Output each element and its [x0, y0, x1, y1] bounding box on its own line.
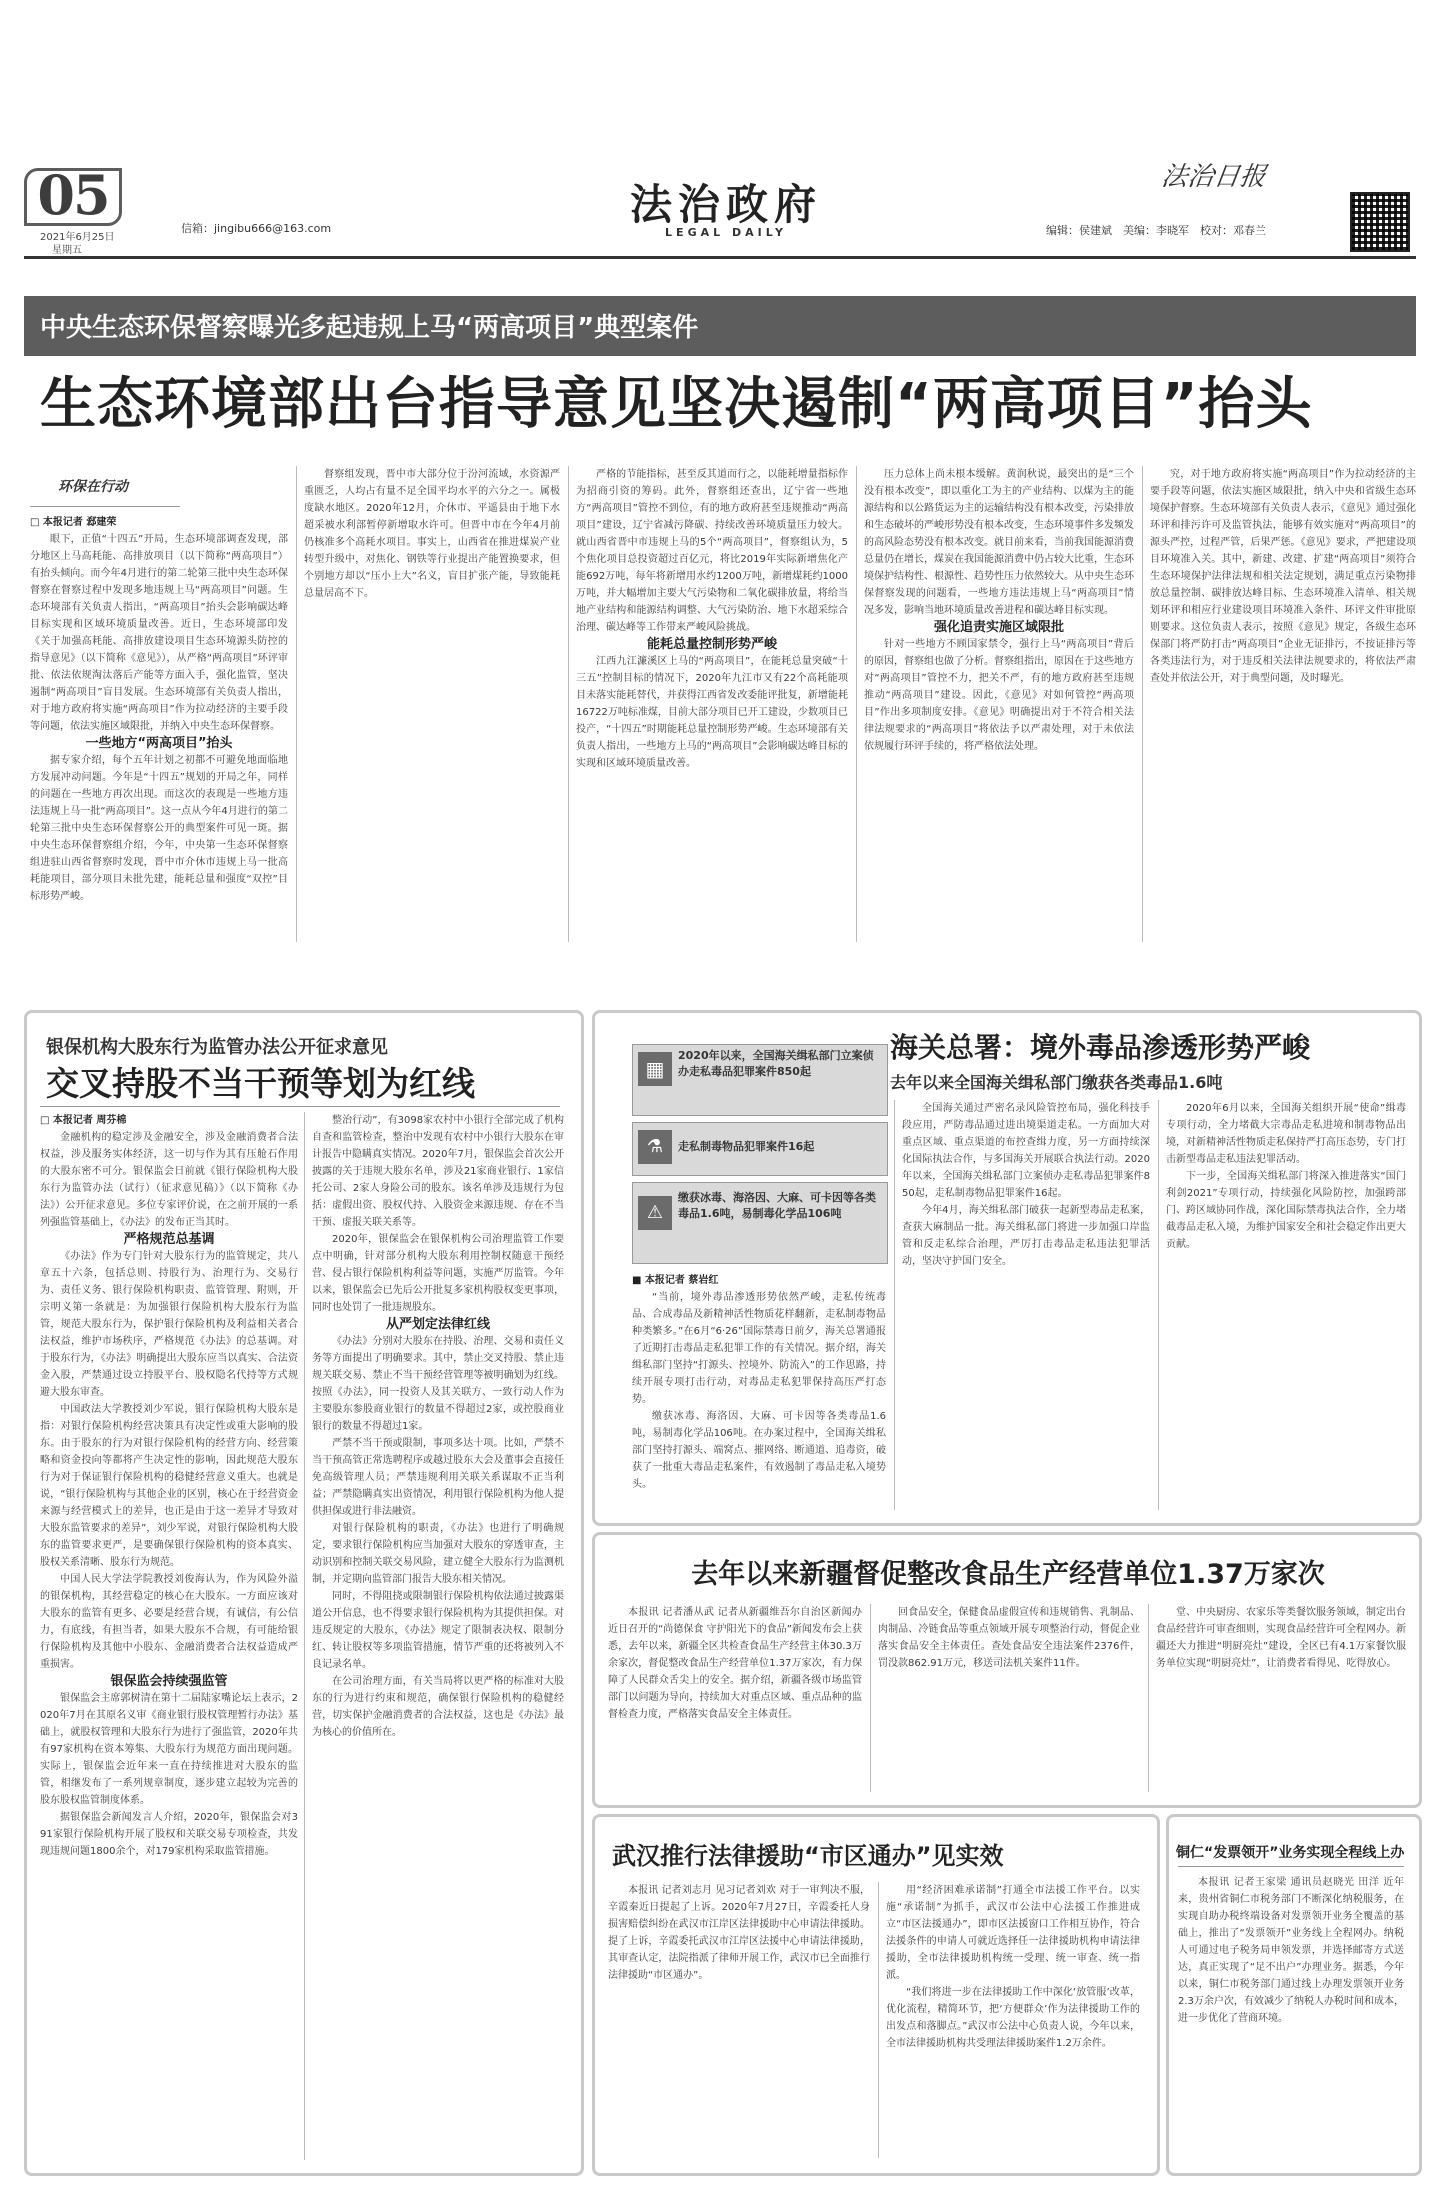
lead-para: 严格的节能指标，甚至反其道而行之，以能耗增量指标作为招商引资的筹码。此外，督察组还查出，辽宁省一些地方“两高项目”管控不到位，有的地方政府甚至违规推动“两高项目”建设，辽宁省减污降碳、持续改善环境质量压力较大。就山西省晋中市违规上马的5个“两高项目”，督察组认为，5个焦化项目总投资超过百亿元，将比2019年实际新增焦化产能692万吨，每年将新增用水约1200万吨，新增煤耗约1000万吨，并大幅增加主要大气污染物和二氧化碳排放量，将给当地产业结构和能源结构调整、大气污染防治、地下水超采综合治理、碳达峰等工作带来严峻风险挑战。 — [576, 469, 848, 633]
bank-para: 《办法》作为专门针对大股东行为的监管规定，共八章五十六条，包括总则、持股行为、治理行为、交易行为、责任义务、银行保险机构职责、监管管理、附则，开宗明义第一条就是：为加强银行保险机构大股东行为监管，规范大股东行为，保护银行保险机构及利益相关者合法权益，维护市场秩序，严格规范《办法》的总基调。对于股东行为，《办法》明确提出大股东应当以真实、合法资金入股，严禁通过设立持股平台、股权隐名代持等方式规避大股东审查。 — [40, 1251, 298, 1398]
bank-para: 据银保监会新闻发言人介绍，2020年，银保监会对391家银行保险机构开展了股权和关联交易专项检查，共发现违规问题1800余个，对179家机构采取监管措施。 — [40, 1812, 298, 1857]
email: 信箱：jingibu666@163.com — [181, 222, 332, 235]
customs-byline: ■ 本报记者 蔡岩红 — [632, 1275, 719, 1286]
issue-date: 2021年6月25日 — [40, 232, 115, 243]
bank-title-small: 银保机构大股东行为监管办法公开征求意见 — [46, 1037, 388, 1058]
tongren-rule — [1178, 1866, 1404, 1867]
lead-subhead-1: 一些地方“两高项目”抬头 — [85, 736, 233, 751]
customs-column-2 — [902, 1100, 1150, 1508]
editors: 编辑：侯建斌 美编：李晓军 校对：邓春兰 — [1046, 224, 1266, 237]
xinjiang-column-2 — [878, 1604, 1140, 1794]
lead-column-1 — [30, 514, 288, 944]
lead-kicker: 中央生态环保督察曝光多起违规上马“两高项目”典型案件 — [40, 313, 699, 343]
brand-logo: 法治日报 — [1159, 162, 1268, 192]
bank-byline: □ 本报记者 周芬棉 — [40, 1115, 127, 1126]
bank-subhead-3: 从严划定法律红线 — [385, 1317, 490, 1332]
stat-2: 走私制毒物品犯罪案件16起 — [678, 1140, 815, 1153]
customs-para: 下一步，全国海关缉私部门将深入推进落实“国门利剑2021”专项行动，持续强化风险防控，加强跨部门、跨区域协同作战，深化国际禁毒执法合作，全力堵截毒品走私入境，为维护国家安全和社会稳定作出更大贡献。 — [1166, 1171, 1406, 1250]
lead-para: 究，对于地方政府将实施“两高项目”作为拉动经济的主要手段等问题，依法实施区域限批，纳入中央和省级生态环境保护督察。生态环境部有关负责人表示，《意见》通过强化环评和排污许可及监管执法，能够有效实施对“两高项目”的源头严控，过程严管，后果严惩。《意见》要求，严把建设项目环境准入关。其中，新建、改建、扩建“两高项目”须符合生态环境保护法律法规和相关法定规划，满足重点污染物排放总量控制、碳排放达峰目标、生态环境准入清单、相关规划环评和相应行业建设项目环境准入条件、环评文件审批原则要求。这位负责人表示，按照《意见》规定，各级生态环保部门将严防打击“两高项目”企业无证排污，不按证排污等各类违法行为，对于违反相关法律法规要求的，将依法严肃查处并依法公开，对于典型问题，及时曝光。 — [1150, 469, 1416, 684]
divider — [568, 466, 569, 942]
divider — [1142, 466, 1143, 942]
xinjiang-column-1 — [608, 1604, 862, 1794]
lead-para: 督察组发现，晋中市大部分位于汾河流域，水资源严重匮乏，人均占有量不足全国平均水平的六分之一。属极度缺水地区。2020年12月，介休市、平遥县由于地下水超采被水利部暂停新增取水许可。但晋中市在今年4月前仍核准多个高耗水项目。事实上，山西省在推进煤炭产业转型升级中，对焦化、钢铁等行业提出产能置换要求，但个别地方却以“压小上大”名义，盲目扩张产能，导致能耗总量居高不下。 — [304, 469, 560, 599]
customs-para: 2020年6月以来，全国海关组织开展“使命”缉毒专项行动，全力堵截大宗毒品走私进境和制毒物品出境，对新精神活性物质走私保持严打高压态势，专门打击新型毒品走私违法犯罪活动。 — [1166, 1103, 1406, 1165]
lead-para: 针对一些地方不顾国家禁令，强行上马“两高项目”背后的原因，督察组也做了分析。督察组指出，原因在于这些地方对“两高项目”管控不力，把关不严，有的地方政府甚至违规推动“两高项目”建设。因此，《意见》对如何管控“两高项目”作出多项制度安排。《意见》明确提出对于不符合相关法律法规要求的“两高项目”将依法予以严肃处理，对于未依法依规履行环评手续的，将严格依法处理。 — [864, 639, 1134, 752]
customs-para: 缴获冰毒、海洛因、大麻、可卡因等各类毒品1.6吨，易制毒化学品106吨。在办案过程中，全国海关缉私部门坚持打源头、端窝点、摧网络、断通道、追毒资，破获了一批重大毒品走私案件，有效遏制了毒品走私入境势头。 — [632, 1411, 886, 1490]
stat-1: 2020年以来，全国海关缉私部门立案侦办走私毒品犯罪案件850起 — [678, 1049, 874, 1078]
qr-code — [1350, 192, 1410, 252]
bank-para: 同时，不得阻挠或限制银行保险机构依法通过披露渠道公开信息，也不得要求银行保险机构为其提供担保。对违反规定的大股东，《办法》规定了限制表决权、限制分红、转让股权等多项监管措施，情节严重的还将被列入不良记录名单。 — [312, 1591, 564, 1670]
customs-column-1 — [632, 1272, 886, 1508]
divider — [1148, 1604, 1149, 1792]
bank-para: 银保监会主席郭树清在第十二届陆家嘴论坛上表示，2020年7月在其原名义审《商业银行股权管理暂行办法》基础上，就股权管理和大股东行为进行了强监管，2020年共有97家机构在资本筹集、大股东行为规范方面出现问题。实际上，银保监会近年来一直在持续推进对大股东的监管，相继发布了一系列规章制度，逐步建立起较为完善的股东股权监管制度体系。 — [40, 1693, 298, 1806]
lead-column-3 — [576, 466, 848, 944]
lead-para: 眼下，正值“十四五”开局，生态环境部调查发现，部分地区上马高耗能、高排放项目（以下简称“两高项目”）有抬头倾向。而今年4月进行的第二轮第三批中央生态环保督察在督察过程中发现多地违规上马“两高项目”问题。生态环境部有关负责人指出，“两高项目”抬头会影响碳达峰目标实现和区域环境质量改善。近日，生态环境部印发《关于加强高耗能、高排放建设项目生态环境源头防控的指导意见》（以下简称《意见》），从严格“两高项目”环评审批、依法依规淘汰落后产能等方面入手，强化监管，坚决遏制“两高项目”盲目发展。生态环境部有关负责人指出，对于地方政府将实施“两高项目”作为拉动经济的主要手段等问题，依法实施区域限批，并纳入中央生态环保督察。 — [30, 534, 288, 732]
bank-para: 中国人民大学法学院教授刘俊海认为，作为风险外溢的银保机构，其经营稳定的核心在大股东。一方面应该对大股东的监管有更多、必要是经营合规，有诚信，有公信力，有底线，有担当者，如果大股东不合规，有可能给银行保险机构及其他中小股东、金融消费者合法权益造成严重损害。 — [40, 1574, 298, 1670]
stat-3: 缴获冰毒、海洛因、大麻、可卡因等各类毒品1.6吨，易制毒化学品106吨 — [678, 1191, 876, 1220]
bank-headline-rule — [40, 1106, 560, 1107]
bank-para: 《办法》分别对大股东在持股、治理、交易和责任义务等方面提出了明确要求。其中，禁止交叉持股、禁止违规关联交易、禁止不当干预经营管理等被明确划为红线。按照《办法》，同一投资人及其关联方、一致行动人作为主要股东参股商业银行的数量不得超过2家，或控股商业银行的数量不得超过1家。 — [312, 1336, 564, 1432]
lead-column-5 — [1150, 466, 1416, 944]
bank-para: 金融机构的稳定涉及金融安全，涉及金融消费者合法权益，涉及服务实体经济，这一切与作为其有压舱石作用的大股东密不可分。银保监会日前就《银行保险机构大股东行为监管办法（试行）（征求意见稿）》（以下简称《办法》）公开征求意见。多位专家评价说，在之前开展的一系列强监管基础上，《办法》的发布正当其时。 — [40, 1132, 298, 1228]
customs-headline: 海关总署：境外毒品渗透形势严峻 — [890, 1031, 1311, 1064]
customs-para: 今年4月，海关缉私部门破获一起新型毒品走私案，查获大麻制品一批。海关缉私部门将进一步加强口岸监管和反走私综合治理，严厉打击毒品走私违法犯罪活动，坚决守护国门安全。 — [902, 1205, 1150, 1267]
tongren-column — [1178, 1874, 1404, 2160]
masthead-rule — [24, 256, 1416, 259]
stat-icon-1: ▦ — [638, 1052, 672, 1086]
wuhan-column-2 — [886, 1882, 1140, 2160]
lead-subhead-2: 能耗总量控制形势严峻 — [646, 637, 777, 652]
divider — [296, 466, 297, 942]
column-logo: 环保在行动 — [58, 479, 128, 495]
divider — [1158, 1100, 1159, 1510]
customs-subtitle: 去年以来全国海关缉私部门缴获各类毒品1.6吨 — [890, 1073, 1223, 1092]
divider — [878, 1882, 879, 2158]
lead-headline: 生态环境部出台指导意见坚决遏制“两高项目”抬头 — [40, 372, 1313, 437]
wuhan-column-1 — [608, 1882, 870, 2160]
bank-para: 中国政法大学教授刘少军说，银行保险机构大股东是指：对银行保险机构经营决策具有决定性或重大影响的股东。由于股东的行为对银行保险机构的经营方向、经营策略和资金投向等都将产生决定性的影响，因此规范大股东行为对于保证银行保险机构的稳健经营意义重大。也就是说，“银行保险机构与其他企业的区别，核心在于经营资金来源与经营模式上的差异，也正是由于这一差异才导致对大股东监管要求的差异”，刘少军说，对银行保险机构大股东的监管要求更严，是要确保银行保险机构的资本真实、股权关系清晰、股东行为规范。 — [40, 1404, 298, 1568]
bank-subhead-1: 严格规范总基调 — [123, 1232, 215, 1247]
customs-para: “当前，境外毒品渗透形势依然严峻，走私传统毒品、合成毒品及新精神活性物质花样翻新，走私制毒物品种类繁多。”在6月“6·26”国际禁毒日前夕，海关总署通报了近期打击毒品走私犯罪工作的有关情况。据介绍，海关缉私部门坚持“打源头、控境外、防流入”的工作思路，持续开展专项打击行动，对毒品走私犯罪保持高压严打态势。 — [632, 1292, 886, 1405]
lead-para: 据专家介绍，每个五年计划之初都不可避免地面临地方发展冲动问题。今年是“十四五”规划的开局之年，同样的问题在一些地方再次出现。而这次的表现是一些地方违法违规上马一批“两高项目”。这一点从今年4月进行的第二轮第三批中央生态环保督察公开的典型案件可见一斑。据中央生态环保督察组介绍，今年，中央第一生态环保督察组进驻山西省督察时发现，晋中市介休市违规上马一批高耗能项目，部分项目未批先建，能耗总量和强度“双控”目标形势严峻。 — [30, 755, 288, 902]
wuhan-para: 用“经济困难承诺制”打通全市法援工作平台。以实施“承诺制”为抓手，武汉市公法中心法援工作推进成立“市区法援通办”，即市区法援窗口工作相互协作，符合法援条件的申请人可就近选择任一法律援助机构申请法律援助，全市法律援助机构统一受理、统一审查、统一指派。 — [886, 1885, 1140, 1981]
issue-weekday: 星期五 — [52, 245, 82, 256]
lead-subhead-3: 强化追责实施区域限批 — [933, 620, 1064, 635]
bank-subhead-2: 银保监会持续强监管 — [110, 1674, 228, 1689]
tongren-headline: 铜仁“发票领开”业务实现全程线上办 — [1176, 1845, 1405, 1861]
divider — [894, 1100, 895, 1510]
bank-para: 在公司治理方面，有关当局将以更严格的标准对大股东的行为进行约束和规范，确保银行保险机构的稳健经营，切实保护金融消费者的合法权益，这也是《办法》最为核心的价值所在。 — [312, 1676, 564, 1738]
lead-para: 江西九江濂溪区上马的“两高项目”，在能耗总量突破“十三五”控制目标的情况下，2020年九江市又有22个高耗能项目未落实能耗替代，并获得江西省发改委能评批复，新增能耗16722万吨标准煤，目前大部分项目已开工建设，少数项目已投产，“十四五”时期能耗总量控制形势严峻。生态环境部有关负责人指出，一些地方上马的“两高项目”会影响碳达峰目标的实现和区域环境质量改善。 — [576, 656, 848, 769]
divider — [870, 1604, 871, 1792]
lead-byline: □ 本报记者 郄建荣 — [30, 517, 117, 528]
section-subtitle: LEGAL DAILY — [665, 226, 787, 239]
bank-column-2 — [312, 1112, 564, 2160]
customs-para: 全国海关通过严密名录风险管控布局，强化科技手段应用，严防毒品通过进出境渠道走私。一方面加大对重点区域、重点渠道的布控查缉力度，另一方面持续深化国际执法合作，与多国海关开展联合执法行动。2020年以来，全国海关缉私部门立案侦办走私毒品犯罪案件850起，走私制毒物品犯罪案件16起。 — [902, 1103, 1150, 1199]
xinjiang-para: 回食品安全，保健食品虚假宣传和违规销售、乳制品、肉制品、冷链食品等重点领域开展专项整治行动，督促企业落实食品安全主体责任。查处食品安全违法案件2376件，罚没款862.91万元，移送司法机关案件11件。 — [878, 1607, 1140, 1669]
wuhan-para: “我们将进一步在法律援助工作中深化‘放管服’改革，优化流程，精简环节，把‘方便群众’作为法律援助工作的出发点和落脚点。”武汉市公法中心负责人说，今年以来，全市法律援助机构共受理法律援助案件1.2万余件。 — [886, 1987, 1140, 2049]
bank-para: 2020年，银保监会在银保机构公司治理监管工作要点中明确，针对部分机构大股东利用控制权随意干预经营、侵占银行保险机构利益等问题，实施严厉监管。今年以来，银保监会已先后公开批复多家机构股权变更事项，同时也处罚了一批违规股东。 — [312, 1234, 564, 1313]
customs-column-3 — [1166, 1100, 1406, 1508]
page-number: 05 — [37, 163, 109, 227]
tongren-para: 本报讯 记者王家梁 通讯员赵晓光 田洋 近年来，贵州省铜仁市税务部门不断深化纳税服务，在实现自助办税终端设备对发票领开业务全覆盖的基础上，推出了“发票领开”业务线上全程网办。纳税人可通过电子税务局申领发票，并选择邮寄方式送达，真正实现了“足不出户”办理业务。据悉，今年以来，铜仁市税务部门通过线上办理发票领开业务2.3万余户次，有效减少了纳税人办税时间和成本，进一步优化了营商环境。 — [1178, 1877, 1404, 2024]
lead-column-4 — [864, 466, 1134, 944]
bank-column-1 — [40, 1112, 298, 2160]
section-title: 法治政府 — [629, 180, 822, 229]
stat-icon-2: ⚗ — [638, 1130, 672, 1164]
bank-para: 整治行动”，有3098家农村中小银行全部完成了机构自查和监管检查，整治中发现有农村中小银行大股东在审计报告中隐瞒真实情况。2020年7月，银保监会首次公开披露的关于违规大股东名单，涉及21家商业银行、1家信托公司、2家人身险公司的股东。该名单涉及违规行为包括：虚假出资、股权代持、入股资金来源违规、存在不当干预、虚报关联关系等。 — [312, 1115, 564, 1228]
wuhan-headline: 武汉推行法律援助“市区通办”见实效 — [612, 1842, 1004, 1870]
xinjiang-para: 本报讯 记者潘从武 记者从新疆维吾尔自治区新闻办近日召开的“尚德保食 守护阳光下的食品”新闻发布会上获悉，去年以来，新疆全区共检查食品生产经营主体30.3万余家次，督促整改食品生产经营单位1.37万家次，有力保障了人民群众舌尖上的安全。据介绍，新疆各级市场监管部门以问题为导向，持续加大对重点区域、重点品种的监督检查力度，严格落实食品安全主体责任。 — [608, 1607, 862, 1720]
bank-para: 严禁不当干预或限制，事项多达十项。比如，严禁不当干预高管正常选聘程序或越过股东大会及董事会直接任免高级管理人员；严禁违规利用关联关系谋取不正当利益；严禁隐瞒真实出资情况，利用银行保险机构为他人提供担保或进行非法融资。 — [312, 1438, 564, 1517]
bank-para: 对银行保险机构的职责，《办法》也进行了明确规定，要求银行保险机构应当加强对大股东的穿透审查，主动识别和控制关联交易风险，建立健全大股东行为监测机制，并定期向监管部门报告大股东相关情况。 — [312, 1523, 564, 1585]
lead-column-2 — [304, 466, 560, 944]
wuhan-para: 本报讯 记者刘志月 见习记者刘欢 对于一审判决不服，辛霞秦近日提起了上诉。2020年7月27日，辛霞委托人身损害赔偿纠纷在武汉市江岸区法律援助中心申请法律援助。提了上诉，辛霞委托武汉市江岸区法援中心申请法律援助，其审查认定，法院指派了律师开展工作，武汉市已全面推行法律援助“市区通办”。 — [608, 1885, 870, 1981]
bank-headline: 交叉持股不当干预等划为红线 — [46, 1064, 475, 1103]
divider — [856, 466, 857, 942]
stat-icon-3: ⚠ — [638, 1196, 672, 1230]
xinjiang-column-3 — [1156, 1604, 1406, 1794]
lead-para: 压力总体上尚未根本缓解。黄润秋说，最突出的是“三个没有根本改变”，即以重化工为主的产业结构、以煤为主的能源结构和以公路货运为主的运输结构没有根本改变，污染排放和生态破坏的严峻形势没有根本改变，生态环境事件多发频发的高风险态势没有根本改变。就目前来看，当前我国能源消费总量仍在增长，煤炭在我国能源消费中仍占较大比重，生态环境保护结构性、根源性、趋势性压力依然较大。从中央生态环保督察发现的问题看，一些地方违法违规上马“两高项目”情况多发，影响当地环境质量改善进程和碳达峰目标实现。 — [864, 469, 1134, 616]
xinjiang-para: 堂、中央厨房、农家乐等类餐饮服务领域，制定出台食品经营许可审查细则，实现食品经营许可全程网办。新疆还大力推进“明厨亮灶”建设，全区已有4.1万家餐饮服务单位实现“明厨亮灶”，让消费者看得见、吃得放心。 — [1156, 1607, 1406, 1669]
divider — [304, 1112, 305, 2160]
xinjiang-headline: 去年以来新疆督促整改食品生产经营单位1.37万家次 — [691, 1559, 1325, 1590]
